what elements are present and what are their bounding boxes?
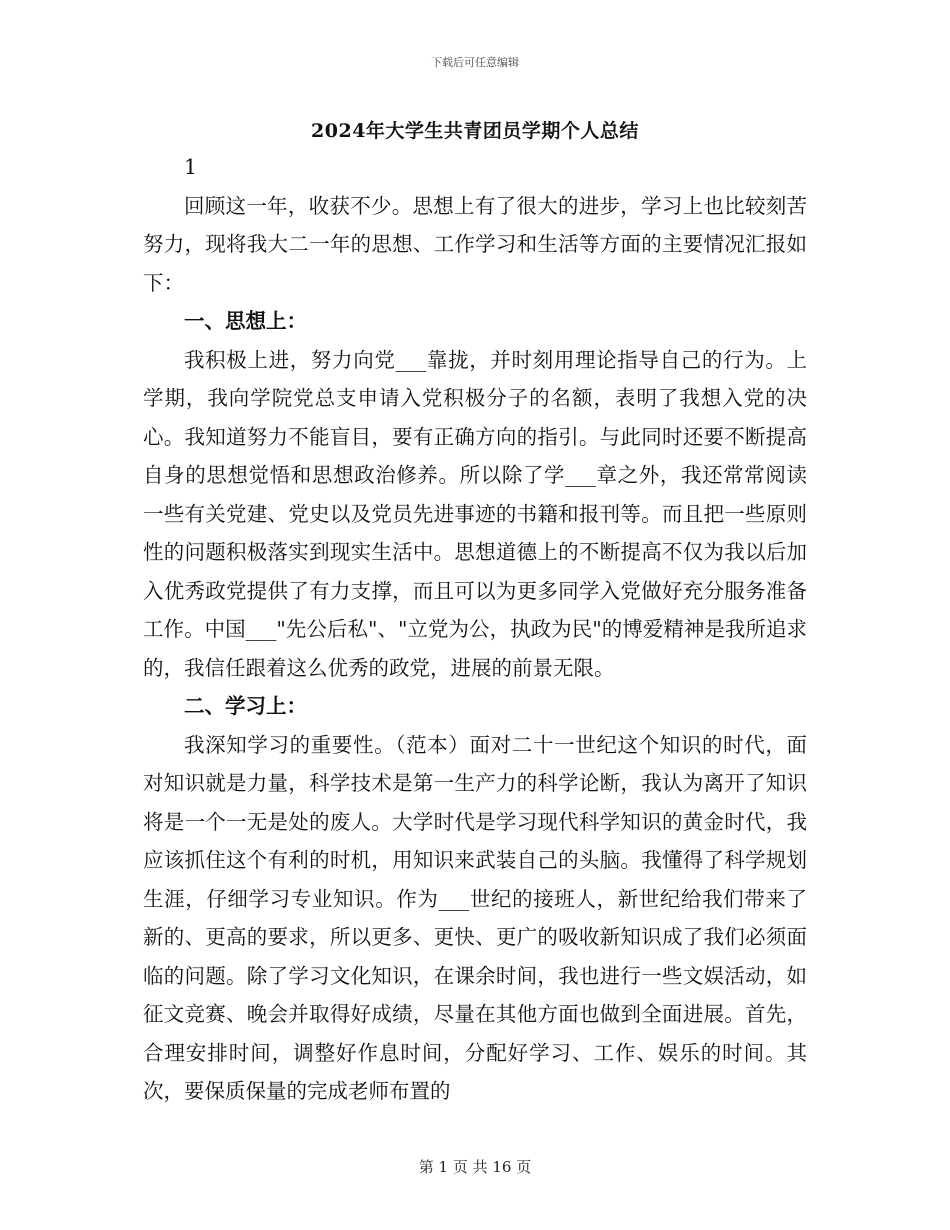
study-paragraph: 我深知学习的重要性。（范本）面对二十一世纪这个知识的时代，面对知识就是力量，科学技术是第一生产力的科学论断，我认为离开了知识将是一个一无是处的废人。大学时代是学习现代科学知识的黄金时代，我应该抓住这个有利的时机，用知识来武装自己的头脑。我懂得了科学规划生涯，仔细学习专业知识。作为___世纪的接班人，新世纪给我们带来了新的、更高的要求，所以更多、更快、更广的吸收新知识成了我们必须面临的问题。除了学习文化知识，在课余时间，我也进行一些文娱活动，如征文竞赛、晚会并取得好成绩，尽量在其他方面也做到全面进展。首先，合理安排时间，调整好作息时间，分配好学习、工作、娱乐的时间。其次，要保质保量的完成老师布置的 [143, 732, 807, 1103]
document-title: 2024年大学生共青团员学期个人总结 [311, 120, 639, 142]
section-heading-thought: 一、思想上： [184, 309, 307, 333]
document-body [143, 148, 807, 1111]
page-footer: 第 1 页 共 16 页 [418, 1158, 532, 1176]
thought-paragraph: 我积极上进，努力向党___靠拢，并时刻用理论指导自己的行为。上学期，我向学院党总支申请入党积极分子的名额，表明了我想入党的决心。我知道努力不能盲目，要有正确方向的指引。与此同时还要不断提高自身的思想觉悟和思想政治修养。所以除了学___章之外，我还常常阅读一些有关党建、党史以及党员先进事迹的书籍和报刊等。而且把一些原则性的问题积极落实到现实生活中。思想道德上的不断提高不仅为我以后加入优秀政党提供了有力支撑，而且可以为更多同学入党做好充分服务准备工作。中国___"先公后私"、"立党为公，执政为民"的博爱精神是我所追求的，我信任跟着这么优秀的政党，进展的前景无限。 [143, 347, 807, 680]
section-number: 1 [184, 155, 198, 179]
section-heading-study: 二、学习上： [184, 694, 307, 718]
intro-paragraph: 回顾这一年，收获不少。思想上有了很大的进步，学习上也比较刻苦努力，现将我大二一年的思想、工作学习和生活等方面的主要情况汇报如下： [143, 193, 807, 295]
page-header-note: 下载后可任意编辑 [431, 56, 519, 69]
